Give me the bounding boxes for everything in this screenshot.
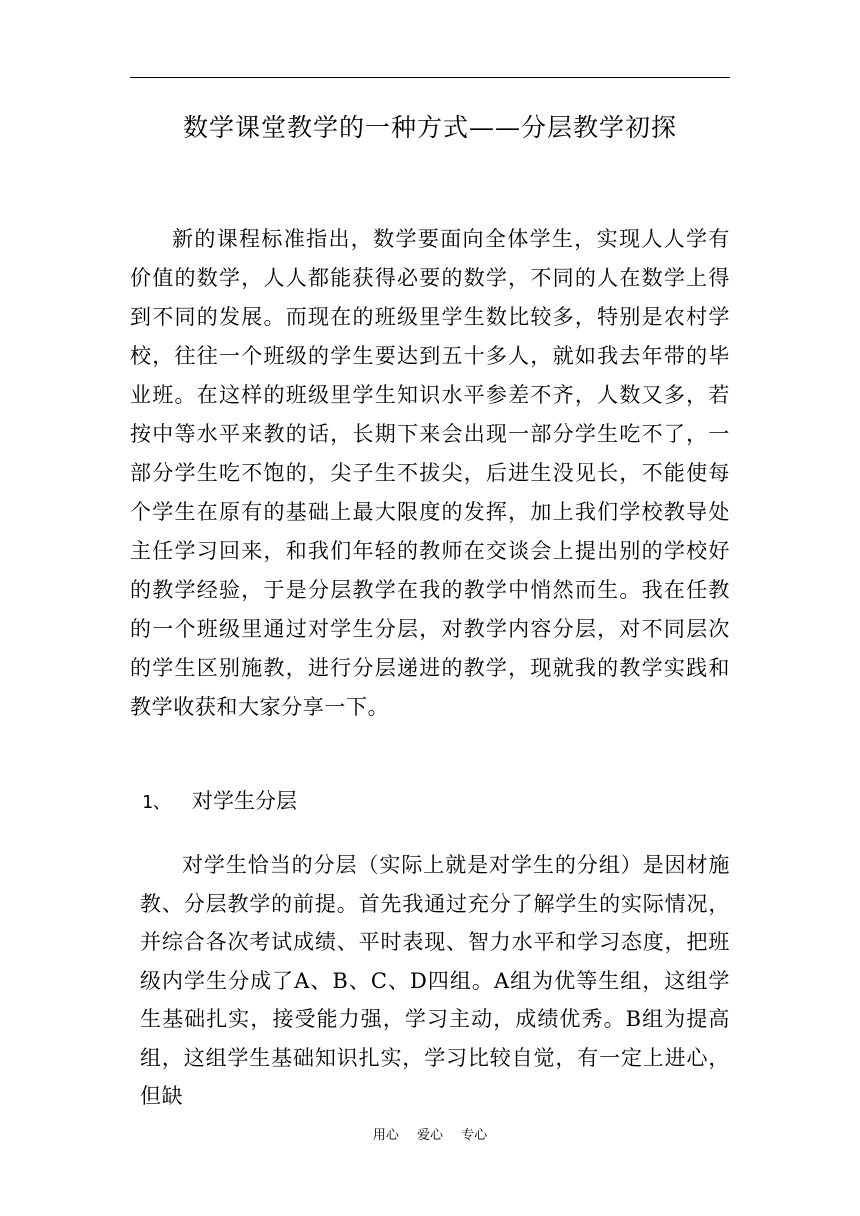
- section-number: 1、: [142, 792, 171, 813]
- section-heading-text: 对学生分层: [192, 789, 297, 813]
- body-paragraph-1: 新的课程标准指出，数学要面向全体学生，实现人人学有价值的数学，人人都能获得必要的数学，不同的人在数学上得到不同的发展。而现在的班级里学生数比较多，特别是农村学校，往往一个班级的学生要达到五十多人，就如我去年带的毕业班。在这样的班级里学生知识水平参差不齐，人数又多，若按中等水平来教的话，长期下来会出现一部分学生吃不了，一部分学生吃不饱的，尖子生不拔尖，后进生没见长，不能使每个学生在原有的基础上最大限度的发挥，加上我们学校教导处主任学习回来，和我们年轻的教师在交谈会上提出别的学校好的教学经验，于是分层教学在我的教学中悄然而生。我在任教的一个班级里通过对学生分层，对教学内容分层，对不同层次的学生区别施教，进行分层递进的教学，现就我的教学实践和教学收获和大家分享一下。: [130, 227, 730, 719]
- document-title: 数学课堂教学的一种方式——分层教学初探: [182, 113, 677, 142]
- body-paragraph-2: 对学生恰当的分层（实际上就是对学生的分组）是因材施教、分层教学的前提。首先我通过充分了解学生的实际情况，并综合各次考试成绩、平时表现、智力水平和学习态度，把班级内学生分成了A、B、C、D四组。A组为优等生组，这组学生基础扎实，接受能力强，学习主动，成绩优秀。B组为提高组，这组学生基础知识扎实，学习比较自觉，有一定上进心，但缺: [140, 853, 730, 1108]
- page-footer: 用心 爱心 专心: [372, 1128, 488, 1143]
- header-rule: [130, 77, 730, 78]
- section-heading-1: [142, 784, 730, 820]
